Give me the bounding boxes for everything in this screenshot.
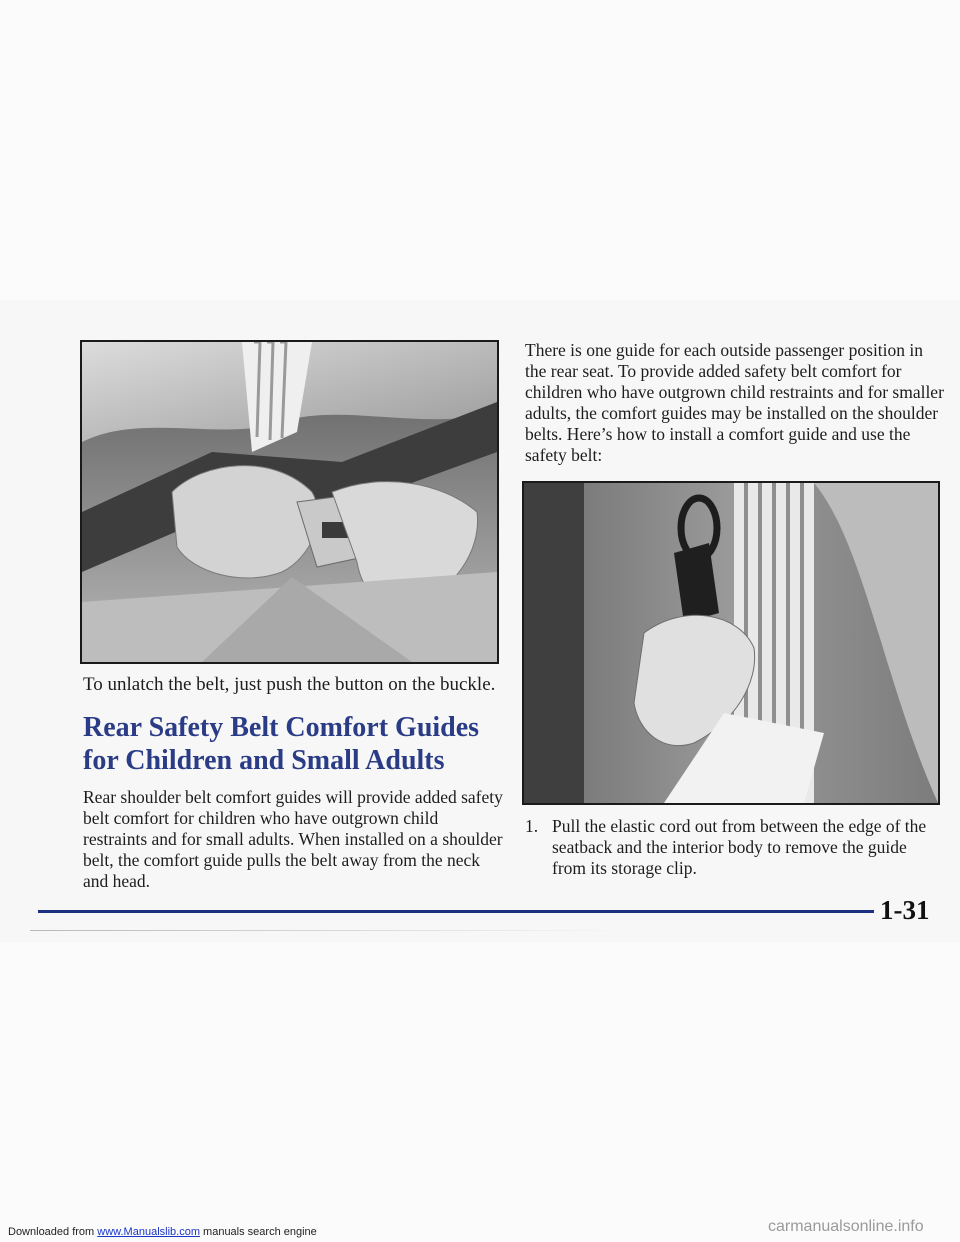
step-item: [525, 816, 945, 879]
step-number: 1.: [525, 816, 539, 836]
footer-rule: [38, 910, 874, 913]
photo-caption: To unlatch the belt, just push the button on the buckle.: [83, 674, 496, 695]
comfort-guide-photo: [522, 481, 940, 805]
footer-prefix: Downloaded from: [8, 1226, 98, 1238]
section-heading: Rear Safety Belt Comfort Guides for Children and Small Adults: [83, 712, 480, 776]
download-source-footer: [8, 1226, 317, 1238]
footer-fade-line: [30, 930, 630, 931]
page-number: 1-31: [880, 895, 930, 925]
site-watermark: carmanualsonline.info: [768, 1218, 924, 1235]
comfort-guide-intro-paragraph: There is one guide for each outside passenger position in the rear seat. To provide added safety belt comfort for children who have outgrown child restraints and for smaller adults, the comfort guides may be installed on the shoulder belts. Here’s how to install a comfort guide and use the safety belt:: [525, 340, 944, 465]
manualslib-link[interactable]: www.Manualslib.com: [97, 1226, 200, 1238]
footer-suffix: manuals search engine: [199, 1226, 317, 1238]
comfort-guides-paragraph: Rear shoulder belt comfort guides will provide added safety belt comfort for children who have outgrown child restraints and for small adults. When installed on a shoulder belt, the comfort guide pulls the belt away from the neck and head.: [83, 787, 503, 891]
buckle-unlatch-photo: [80, 340, 499, 664]
step-text: Pull the elastic cord out from between the edge of the seatback and the interior body to remove the guide from its storage clip.: [552, 816, 927, 878]
